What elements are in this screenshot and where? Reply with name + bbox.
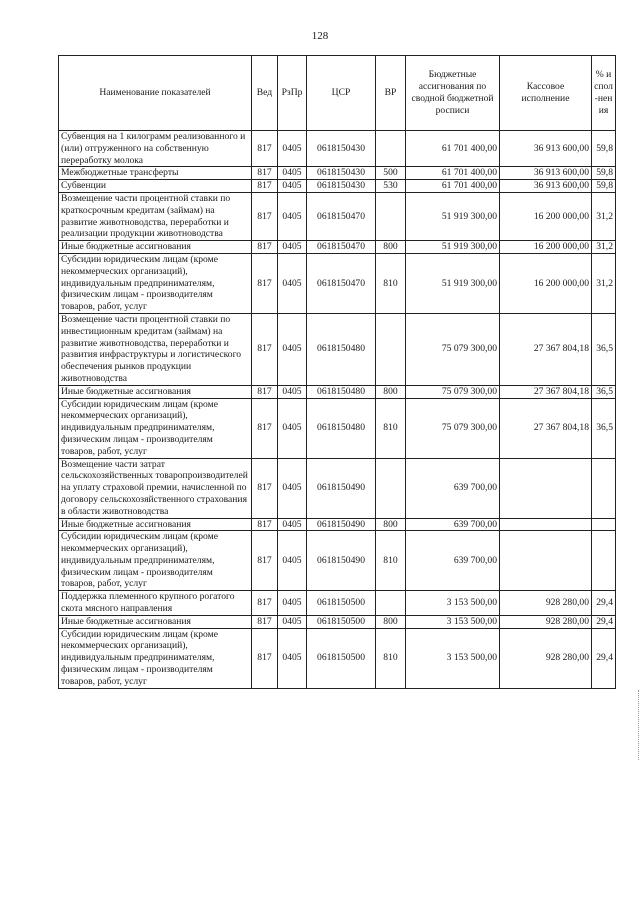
row-csr: 0618150480 xyxy=(307,398,376,458)
row-ved: 817 xyxy=(252,167,278,180)
row-percent: 59,8 xyxy=(592,180,616,193)
row-ved: 817 xyxy=(252,241,278,254)
row-percent: 31,2 xyxy=(592,192,616,240)
row-name: Субвенции xyxy=(59,180,252,193)
row-budget: 51 919 300,00 xyxy=(406,192,500,240)
row-ved: 817 xyxy=(252,398,278,458)
row-budget: 639 700,00 xyxy=(406,458,500,518)
row-ved: 817 xyxy=(252,180,278,193)
row-cash: 928 280,00 xyxy=(500,591,592,616)
row-cash: 36 913 600,00 xyxy=(500,180,592,193)
table-row xyxy=(59,398,616,458)
row-vr xyxy=(376,131,406,167)
row-rzpr: 0405 xyxy=(278,531,307,591)
row-cash: 36 913 600,00 xyxy=(500,131,592,167)
row-vr xyxy=(376,458,406,518)
table-row xyxy=(59,385,616,398)
row-rzpr: 0405 xyxy=(278,591,307,616)
row-rzpr: 0405 xyxy=(278,615,307,628)
row-cash: 928 280,00 xyxy=(500,615,592,628)
row-cash: 16 200 000,00 xyxy=(500,192,592,240)
row-rzpr: 0405 xyxy=(278,458,307,518)
row-csr: 0618150500 xyxy=(307,615,376,628)
row-cash: 27 367 804,18 xyxy=(500,385,592,398)
row-rzpr: 0405 xyxy=(278,167,307,180)
row-percent: 59,8 xyxy=(592,131,616,167)
row-vr: 810 xyxy=(376,398,406,458)
row-name: Субсидии юридическим лицам (кроме некоммерческих организаций), индивидуальным предпринимателям, физическим лицам - производителям товаров, работ, услуг xyxy=(59,628,252,688)
row-rzpr: 0405 xyxy=(278,628,307,688)
row-rzpr: 0405 xyxy=(278,398,307,458)
row-name: Субсидии юридическим лицам (кроме некоммерческих организаций), индивидуальным предпринимателям, физическим лицам - производителям товаров, работ, услуг xyxy=(59,253,252,313)
row-percent: 36,5 xyxy=(592,313,616,385)
row-budget: 51 919 300,00 xyxy=(406,253,500,313)
row-budget: 639 700,00 xyxy=(406,518,500,531)
row-ved: 817 xyxy=(252,253,278,313)
table-row xyxy=(59,591,616,616)
table-row xyxy=(59,167,616,180)
row-csr: 0618150490 xyxy=(307,458,376,518)
row-vr: 800 xyxy=(376,615,406,628)
row-rzpr: 0405 xyxy=(278,313,307,385)
header-cash: Кассовое исполнение xyxy=(500,56,592,131)
row-rzpr: 0405 xyxy=(278,180,307,193)
table-row xyxy=(59,253,616,313)
row-csr: 0618150470 xyxy=(307,241,376,254)
header-budget: Бюджетные ассигнования по сводной бюджетной росписи xyxy=(406,56,500,131)
row-budget: 75 079 300,00 xyxy=(406,385,500,398)
row-ved: 817 xyxy=(252,131,278,167)
row-ved: 817 xyxy=(252,531,278,591)
table-row xyxy=(59,313,616,385)
row-vr: 810 xyxy=(376,253,406,313)
row-vr: 810 xyxy=(376,628,406,688)
table-header-row xyxy=(59,56,616,131)
row-ved: 817 xyxy=(252,313,278,385)
row-percent xyxy=(592,518,616,531)
row-vr: 500 xyxy=(376,167,406,180)
row-ved: 817 xyxy=(252,628,278,688)
row-rzpr: 0405 xyxy=(278,518,307,531)
row-name: Возмещение части процентной ставки по краткосрочным кредитам (займам) на развитие животноводства, переработки и реализации продукции животноводства xyxy=(59,192,252,240)
row-budget: 639 700,00 xyxy=(406,531,500,591)
row-percent: 31,2 xyxy=(592,241,616,254)
row-ved: 817 xyxy=(252,615,278,628)
row-vr: 800 xyxy=(376,241,406,254)
row-csr: 0618150500 xyxy=(307,628,376,688)
page-number: 128 xyxy=(311,30,329,42)
row-rzpr: 0405 xyxy=(278,253,307,313)
row-cash: 928 280,00 xyxy=(500,628,592,688)
row-cash: 16 200 000,00 xyxy=(500,253,592,313)
header-rzpr: РзПр xyxy=(278,56,307,131)
row-name: Иные бюджетные ассигнования xyxy=(59,241,252,254)
budget-execution-table xyxy=(58,55,616,689)
row-cash xyxy=(500,518,592,531)
table-row xyxy=(59,615,616,628)
row-csr: 0618150500 xyxy=(307,591,376,616)
row-budget: 61 701 400,00 xyxy=(406,180,500,193)
row-csr: 0618150490 xyxy=(307,531,376,591)
row-percent: 29,4 xyxy=(592,615,616,628)
header-vr: ВР xyxy=(376,56,406,131)
row-percent: 36,5 xyxy=(592,398,616,458)
table-row xyxy=(59,628,616,688)
row-csr: 0618150470 xyxy=(307,192,376,240)
row-percent: 31,2 xyxy=(592,253,616,313)
header-percent: % испол-нения xyxy=(592,56,616,131)
row-name: Межбюджетные трансферты xyxy=(59,167,252,180)
row-ved: 817 xyxy=(252,518,278,531)
row-csr: 0618150430 xyxy=(307,180,376,193)
row-cash: 36 913 600,00 xyxy=(500,167,592,180)
table-row xyxy=(59,241,616,254)
row-budget: 75 079 300,00 xyxy=(406,313,500,385)
row-vr xyxy=(376,313,406,385)
row-rzpr: 0405 xyxy=(278,192,307,240)
row-csr: 0618150490 xyxy=(307,518,376,531)
row-vr xyxy=(376,192,406,240)
row-cash xyxy=(500,531,592,591)
row-csr: 0618150480 xyxy=(307,313,376,385)
row-ved: 817 xyxy=(252,385,278,398)
row-vr xyxy=(376,591,406,616)
row-name: Субсидии юридическим лицам (кроме некоммерческих организаций), индивидуальным предпринимателям, физическим лицам - производителям товаров, работ, услуг xyxy=(59,531,252,591)
row-vr: 800 xyxy=(376,518,406,531)
row-percent: 59,8 xyxy=(592,167,616,180)
row-ved: 817 xyxy=(252,192,278,240)
table-row xyxy=(59,458,616,518)
row-name: Иные бюджетные ассигнования xyxy=(59,518,252,531)
row-percent xyxy=(592,531,616,591)
row-ved: 817 xyxy=(252,591,278,616)
row-budget: 61 701 400,00 xyxy=(406,167,500,180)
row-budget: 51 919 300,00 xyxy=(406,241,500,254)
table-row xyxy=(59,192,616,240)
row-cash: 27 367 804,18 xyxy=(500,398,592,458)
row-percent: 29,4 xyxy=(592,628,616,688)
row-name: Иные бюджетные ассигнования xyxy=(59,615,252,628)
row-budget: 3 153 500,00 xyxy=(406,628,500,688)
table-row xyxy=(59,531,616,591)
header-name: Наименование показателей xyxy=(59,56,252,131)
table-row xyxy=(59,180,616,193)
row-percent xyxy=(592,458,616,518)
row-rzpr: 0405 xyxy=(278,385,307,398)
row-vr: 800 xyxy=(376,385,406,398)
row-cash: 27 367 804,18 xyxy=(500,313,592,385)
row-ved: 817 xyxy=(252,458,278,518)
row-percent: 29,4 xyxy=(592,591,616,616)
row-percent: 36,5 xyxy=(592,385,616,398)
row-csr: 0618150470 xyxy=(307,253,376,313)
row-name: Иные бюджетные ассигнования xyxy=(59,385,252,398)
row-vr: 530 xyxy=(376,180,406,193)
row-cash: 16 200 000,00 xyxy=(500,241,592,254)
table-row xyxy=(59,518,616,531)
row-csr: 0618150480 xyxy=(307,385,376,398)
header-csr: ЦСР xyxy=(307,56,376,131)
row-name: Поддержка племенного крупного рогатого скота мясного направления xyxy=(59,591,252,616)
row-budget: 3 153 500,00 xyxy=(406,615,500,628)
row-vr: 810 xyxy=(376,531,406,591)
row-name: Субсидии юридическим лицам (кроме некоммерческих организаций), индивидуальным предпринимателям, физическим лицам - производителям товаров, работ, услуг xyxy=(59,398,252,458)
row-rzpr: 0405 xyxy=(278,241,307,254)
row-name: Возмещение части затрат сельскохозяйственных товаропроизводителей на уплату страховой премии, начисленной по договору сельскохозяйственного страхования в области животноводства xyxy=(59,458,252,518)
row-name: Субвенция на 1 килограмм реализованного и (или) отгруженного на собственную переработку молока xyxy=(59,131,252,167)
row-cash xyxy=(500,458,592,518)
row-budget: 75 079 300,00 xyxy=(406,398,500,458)
row-rzpr: 0405 xyxy=(278,131,307,167)
header-ved: Вед xyxy=(252,56,278,131)
row-budget: 61 701 400,00 xyxy=(406,131,500,167)
row-name: Возмещение части процентной ставки по инвестиционным кредитам (займам) на развитие животноводства, переработки и развития инфраструктуры и логистического обеспечения рынков продукции животноводства xyxy=(59,313,252,385)
row-csr: 0618150430 xyxy=(307,131,376,167)
row-budget: 3 153 500,00 xyxy=(406,591,500,616)
row-csr: 0618150430 xyxy=(307,167,376,180)
table-row xyxy=(59,131,616,167)
